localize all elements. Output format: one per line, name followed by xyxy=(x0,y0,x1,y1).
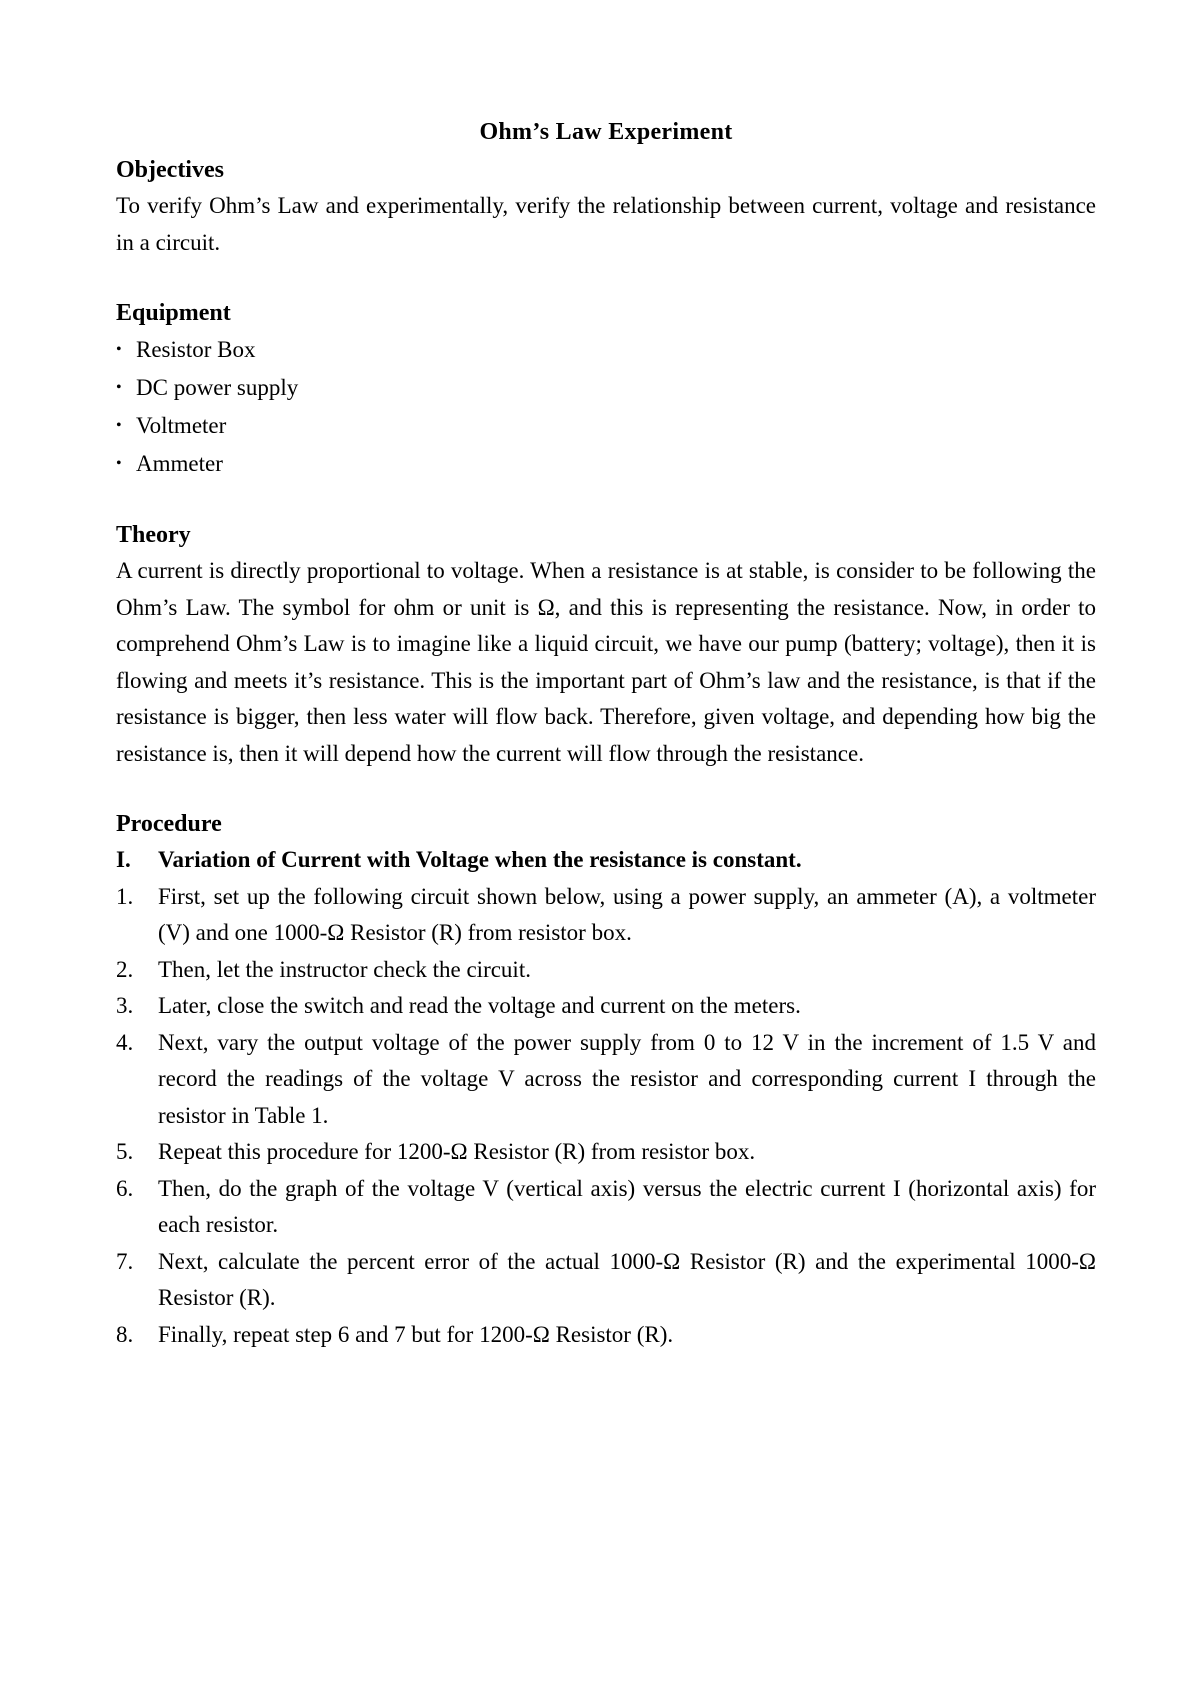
theory-heading: Theory xyxy=(116,522,191,548)
procedure-step xyxy=(116,879,1096,952)
procedure-step-text: Then, do the graph of the voltage V (vertical axis) versus the electric current I (horizontal axis) for each resistor. xyxy=(158,1175,1096,1237)
procedure-step xyxy=(116,1317,1096,1354)
procedure-step-number: 5. xyxy=(116,1139,134,1164)
procedure-step-text: First, set up the following circuit shown below, using a power supply, an ammeter (A), a voltmeter (V) and one 1000-Ω Resistor (R) from resistor box. xyxy=(158,883,1096,945)
procedure-step-text: Repeat this procedure for 1200-Ω Resistor (R) from resistor box. xyxy=(158,1139,756,1164)
procedure-step xyxy=(116,1025,1096,1135)
document-title: Ohm’s Law Experiment xyxy=(479,119,733,145)
procedure-step-number: 4. xyxy=(116,1029,134,1055)
procedure-step-number: 7. xyxy=(116,1248,134,1274)
procedure-step-number: 6. xyxy=(116,1175,134,1201)
equipment-item-label: Voltmeter xyxy=(136,413,227,438)
procedure-subsection-title: Variation of Current with Voltage when the resistance is constant. xyxy=(158,847,802,872)
procedure-step xyxy=(116,1244,1096,1317)
procedure-step xyxy=(116,1171,1096,1244)
equipment-heading: Equipment xyxy=(116,300,231,326)
procedure-list xyxy=(116,842,1096,1353)
objectives-heading: Objectives xyxy=(116,157,224,183)
procedure-subsection-number: I. xyxy=(116,847,131,872)
equipment-item xyxy=(116,331,1096,369)
equipment-list xyxy=(116,331,1096,483)
procedure-step-text: Later, close the switch and read the voltage and current on the meters. xyxy=(158,993,801,1018)
objectives-text: To verify Ohm’s Law and experimentally, verify the relationship between current, voltage and resistance in a circuit. xyxy=(116,193,1096,255)
equipment-item-label: Ammeter xyxy=(136,451,223,476)
bullet-icon: • xyxy=(116,379,122,396)
equipment-item xyxy=(116,445,1096,483)
procedure-step xyxy=(116,952,1096,989)
equipment-item-label: Resistor Box xyxy=(136,337,256,362)
bullet-icon: • xyxy=(116,455,122,472)
procedure-step-text: Next, vary the output voltage of the power supply from 0 to 12 V in the increment of 1.5 V and record the readings of the voltage V across the resistor and corresponding current I through the resistor in Table 1. xyxy=(158,1029,1096,1128)
bullet-icon: • xyxy=(116,417,122,434)
procedure-step-number: 8. xyxy=(116,1321,134,1347)
document-page xyxy=(116,112,1096,1353)
procedure-step-number: 2. xyxy=(116,956,134,982)
procedure-subsection xyxy=(116,842,1096,879)
equipment-item xyxy=(116,407,1096,445)
procedure-step xyxy=(116,1134,1096,1171)
procedure-step-text: Then, let the instructor check the circuit. xyxy=(158,956,531,982)
equipment-item-label: DC power supply xyxy=(136,375,299,400)
procedure-step-number: 3. xyxy=(116,993,134,1018)
procedure-step-number: 1. xyxy=(116,883,134,909)
procedure-step-text: Next, calculate the percent error of the actual 1000-Ω Resistor (R) and the experimental 1000-Ω Resistor (R). xyxy=(158,1248,1096,1310)
equipment-item xyxy=(116,369,1096,407)
procedure-step-text: Finally, repeat step 6 and 7 but for 1200-Ω Resistor (R). xyxy=(158,1321,674,1347)
bullet-icon: • xyxy=(116,341,122,358)
theory-text: A current is directly proportional to voltage. When a resistance is at stable, is consider to be following the Ohm’s Law. The symbol for ohm or unit is Ω, and this is representing the resistance. Now, in order to comprehend Ohm’s Law is to imagine like a liquid circuit, we have our pump (battery; voltage), then it is flowing and meets it’s resistance. This is the important part of Ohm’s law and the resistance, is that if the resistance is bigger, then less water will flow back. Therefore, given voltage, and depending how big the resistance is, then it will depend how the current will flow through the resistance. xyxy=(116,558,1096,766)
procedure-step xyxy=(116,988,1096,1025)
procedure-heading: Procedure xyxy=(116,811,222,837)
